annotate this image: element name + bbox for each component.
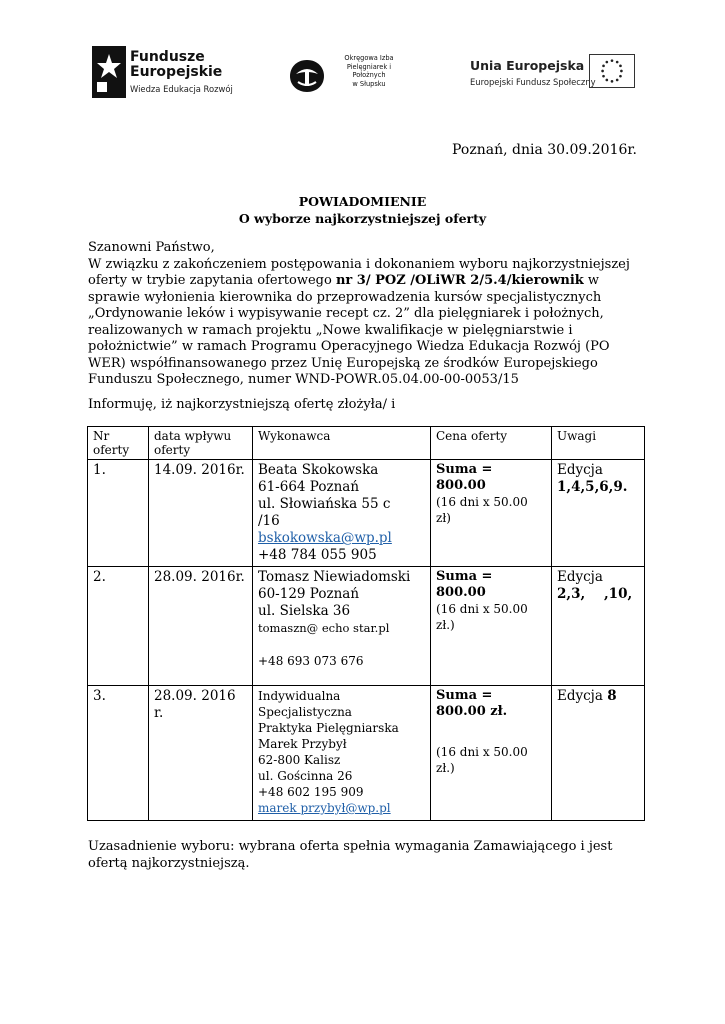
fe-star-icon xyxy=(92,46,126,98)
fundusze-europejskie-logo xyxy=(92,44,242,102)
wykonawca-line: Specjalistyczna xyxy=(258,705,352,719)
wykonawca-line: 62-800 Kalisz xyxy=(258,753,341,767)
cell-uwagi xyxy=(552,460,645,567)
header-wykonawca: Wykonawca xyxy=(253,427,431,460)
izba-emblem-icon xyxy=(286,56,328,96)
wykonawca-phone: +48 693 073 676 xyxy=(258,654,364,668)
wykonawca-line: ul. Gościnna 26 xyxy=(258,769,353,783)
header-cena: Cena oferty xyxy=(431,427,552,460)
body-paragraph xyxy=(88,257,648,389)
cena-detail: (16 dni x 50.00 zł.) xyxy=(436,745,528,775)
email-link[interactable]: bskokowska@wp.pl xyxy=(258,530,392,546)
spacer xyxy=(436,720,546,744)
cell-wykonawca xyxy=(253,567,431,686)
uwagi-value: 8 xyxy=(607,688,617,704)
header-data: data wpływu oferty xyxy=(149,427,253,460)
body-text-1: W związku z zakończeniem postępowania i dokonaniem wyboru najkorzystniejszej oferty w trybie zapytania ofertowego xyxy=(88,256,630,288)
suma-label: Suma = xyxy=(436,462,493,477)
cell-nr: 1. xyxy=(88,460,149,567)
wykonawca-line: Beata Skokowska xyxy=(258,462,379,478)
document-heading xyxy=(0,193,725,227)
fe-title-1: Fundusze xyxy=(130,49,205,65)
cena-detail: (16 dni x 50.00 zł.) xyxy=(436,602,528,632)
ue-logo xyxy=(448,48,638,98)
izba-text xyxy=(330,54,408,88)
cell-data: 28.09. 2016 r. xyxy=(149,686,253,821)
izba-line-2: Pielęgniarek i Położnych xyxy=(346,62,392,79)
cell-uwagi xyxy=(552,567,645,686)
header-nr: Nr oferty xyxy=(88,427,149,460)
izba-line-3: w Słupsku xyxy=(352,79,386,88)
izba-logo xyxy=(286,54,404,98)
body-text-2: w sprawie wyłonienia kierownika do przeprowadzenia kursów specjalistycznych „Ordynowanie leków i wypisywanie recept cz. 2” dla pielęgniarek i położnych, realizowanych w ramach projektu „Nowe kwalifikacje w pielęgniarstwie i położnictwie” w ramach Programu Operacyjnego Wiedza Edukacja Rozwój (PO WER) współfinansowanego przez Unię Europejską ze środków Europejskiego Funduszu Społecznego, numer WND-POWR.05.04.00-00-0053/15 xyxy=(88,273,610,387)
cell-data: 28.09. 2016r. xyxy=(149,567,253,686)
uwagi-label: Edycja xyxy=(557,688,603,704)
cell-nr: 3. xyxy=(88,686,149,821)
cell-wykonawca xyxy=(253,460,431,567)
suma-label: Suma = xyxy=(436,688,493,703)
email-link[interactable]: marek przybył@wp.pl xyxy=(258,801,391,815)
intro-line: Informuję, iż najkorzystniejszą ofertę złożyła/ i xyxy=(88,397,396,412)
suma-label: Suma = xyxy=(436,569,493,584)
wykonawca-email: tomaszn@ echo star.pl xyxy=(258,621,390,635)
wykonawca-line: ul. Słowiańska 55 c xyxy=(258,496,391,512)
cell-cena xyxy=(431,567,552,686)
wykonawca-line: 61-664 Poznań xyxy=(258,479,360,495)
cena-detail: (16 dni x 50.00 zł) xyxy=(436,495,528,525)
document-date: Poznań, dnia 30.09.2016r. xyxy=(452,142,637,158)
ue-title: Unia Europejska xyxy=(470,58,585,73)
uwagi-label: Edycja xyxy=(557,462,603,478)
letter-body xyxy=(88,240,648,389)
salutation: Szanowni Państwo, xyxy=(88,240,215,255)
fe-title-2: Europejskie xyxy=(130,64,223,80)
cell-cena xyxy=(431,460,552,567)
logo-bar xyxy=(0,40,725,110)
table-row xyxy=(88,567,645,686)
cell-cena xyxy=(431,686,552,821)
offers-table xyxy=(87,426,645,821)
suma-value: 800.00 xyxy=(436,585,486,600)
wykonawca-line: Praktyka Pielęgniarska xyxy=(258,721,399,735)
cell-uwagi xyxy=(552,686,645,821)
table-header-row xyxy=(88,427,645,460)
reference-number: nr 3/ POZ /OLiWR 2/5.4/kierownik xyxy=(335,273,584,288)
fe-subtitle: Wiedza Edukacja Rozwój xyxy=(130,84,233,94)
wykonawca-phone: +48 784 055 905 xyxy=(258,547,377,563)
wykonawca-line: Indywidualna xyxy=(258,689,341,703)
header-uwagi: Uwagi xyxy=(552,427,645,460)
wykonawca-line: Tomasz Niewiadomski xyxy=(258,569,411,585)
wykonawca-line: 60-129 Poznań xyxy=(258,586,360,602)
spacer xyxy=(258,637,425,653)
heading-title: POWIADOMIENIE xyxy=(298,194,427,209)
table-row xyxy=(88,686,645,821)
table-row xyxy=(88,460,645,567)
uwagi-value: 2,3, ,10, xyxy=(557,586,633,602)
cell-wykonawca xyxy=(253,686,431,821)
suma-value: 800.00 xyxy=(436,478,486,493)
ue-subtitle: Europejski Fundusz Społeczny xyxy=(470,77,596,87)
justification: Uzasadnienie wyboru: wybrana oferta spełnia wymagania Zamawiającego i jest ofertą najkorzystniejszą. xyxy=(88,839,613,871)
wykonawca-line: Marek Przybył xyxy=(258,737,347,751)
uwagi-label: Edycja xyxy=(557,569,603,585)
wykonawca-phone: +48 602 195 909 xyxy=(258,785,364,799)
wykonawca-line: /16 xyxy=(258,513,280,529)
izba-line-1: Okręgowa Izba xyxy=(344,54,394,62)
cell-data: 14.09. 2016r. xyxy=(149,460,253,567)
heading-subtitle: O wyborze najkorzystniejszej oferty xyxy=(238,211,487,226)
cell-nr: 2. xyxy=(88,567,149,686)
suma-value: 800.00 zł. xyxy=(436,704,508,719)
uwagi-value: 1,4,5,6,9. xyxy=(557,479,628,495)
wykonawca-line: ul. Sielska 36 xyxy=(258,603,351,619)
eu-flag-icon xyxy=(589,54,635,88)
